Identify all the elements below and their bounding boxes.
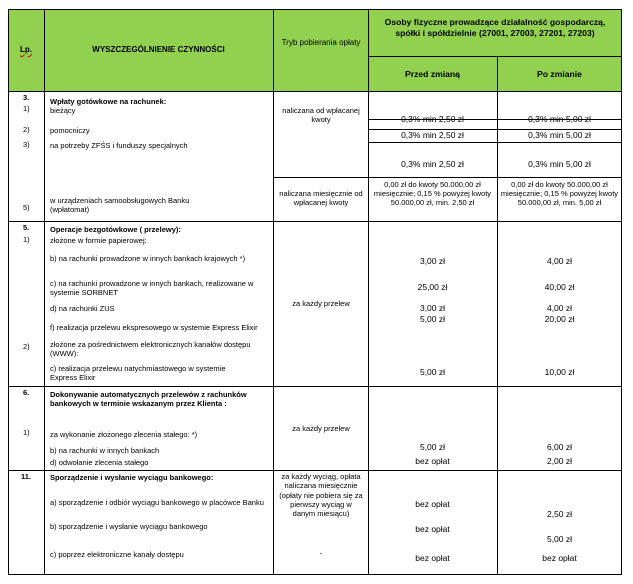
s11-number: 11. xyxy=(21,472,32,481)
s3-row1-label: bieżący xyxy=(50,106,76,115)
s5-sub1-label: złożone w formie papierowej: xyxy=(50,236,147,245)
s3-row2-before: 0,3% min 2,50 zł xyxy=(401,130,464,140)
s5-before-b: 3,00 zł xyxy=(419,256,446,266)
s6-number: 6. xyxy=(23,388,30,397)
s6-item-d: d) odwołanie zlecenia stałego xyxy=(50,458,149,467)
s5-after-d: 4,00 zł xyxy=(546,303,573,313)
s3-title: Wpłaty gotówkowe na rachunek: xyxy=(50,97,167,106)
s5-before-c2: 5,00 zł xyxy=(419,367,446,377)
s11-after-b: 5,00 zł xyxy=(546,534,573,544)
header-title: WYSZCZEGÓLNIENIE CZYNNOŚCI xyxy=(92,45,225,54)
s11-before-a: bez opłat xyxy=(415,499,450,509)
s5-sub2-num: 2) xyxy=(23,342,30,351)
header-before: Przed zmianą xyxy=(405,69,460,79)
s3-row5-label: w urządzeniach samoobsługowych Banku (wpłatomat) xyxy=(50,196,190,214)
s3-row1-after: 0,3% min 5,00 zł xyxy=(528,114,591,124)
s5-before-d: 3,00 zł xyxy=(419,303,446,313)
s5-after-f: 20,00 zł xyxy=(544,314,575,324)
s6-before-d: bez opłat xyxy=(415,456,450,466)
fee-table xyxy=(8,9,622,575)
s3-row3-label: na potrzeby ZFŚS i funduszy specjalnych xyxy=(50,141,188,150)
s11-mode-dash: - xyxy=(319,549,323,558)
s3-row1-num: 1) xyxy=(23,104,30,113)
s3-row5-after: 0,00 zł do kwoty 50.000,00 zł miesięcznie; 0,15 % powyżej kwoty 50.000,00 zł, min. 5,00 zł xyxy=(500,180,619,207)
s5-after-c: 40,00 zł xyxy=(544,282,575,292)
header-lp: Lp. xyxy=(20,45,32,54)
s6-mode: za każdy przelew xyxy=(292,424,350,433)
s6-title: Dokonywanie automatycznych przelewów z rachunków bankowych w terminie wskazanym przez Klienta : xyxy=(50,390,247,408)
s5-item-b: b) na rachunki prowadzone w innych bankach krajowych *) xyxy=(50,254,246,263)
s11-mode: za każdy wyciąg, opłata naliczana miesięcznie (opłaty nie pobiera się za pierwszy wyciąg w danym miesiącu) xyxy=(279,472,363,519)
s11-title: Sporządzenie i wysłanie wyciągu bankowego: xyxy=(50,473,214,482)
s3-row2-label: pomocniczy xyxy=(50,126,90,135)
s3-row3-before: 0,3% min 2,50 zł xyxy=(401,159,464,169)
s5-mode: za każdy przelew xyxy=(292,299,350,308)
s11-item-b: b) sporządzenie i wysłanie wyciągu bankowego xyxy=(50,522,208,531)
s6-after-d: 2,00 zł xyxy=(546,456,573,466)
s3-row3-num: 3) xyxy=(23,140,30,149)
header-group: Osoby fizyczne prowadzące działalność gospodarczą, spółki i spółdzielnie (27001, 27003, 27201, 27203) xyxy=(384,17,606,38)
s5-before-f: 5,00 zł xyxy=(419,314,446,324)
s3-mode-2: naliczana miesięcznie od wpłacanej kwoty xyxy=(279,189,363,207)
s11-before-b: bez opłat xyxy=(415,524,450,534)
s5-item-d: d) na rachunki ZUS xyxy=(50,304,115,313)
s3-row5-num: 5) xyxy=(23,203,30,212)
s5-title: Operacje bezgotówkowe ( przelewy): xyxy=(50,225,181,234)
s11-item-c: c) poprzez elektroniczne kanały dostępu xyxy=(50,550,184,559)
s11-after-c: bez opłat xyxy=(542,553,577,563)
s6-sub1-label: za wykonanie złożonego zlecenia stałego: *) xyxy=(50,430,198,439)
s11-item-a: a) sporządzenie i odbiór wyciągu bankowego w placówce Banku xyxy=(50,498,264,507)
s5-before-c: 25,00 zł xyxy=(417,282,448,292)
s3-row2-after: 0,3% min 5,00 zł xyxy=(528,130,591,140)
header-after: Po zmianie xyxy=(537,69,582,79)
s5-sub1-num: 1) xyxy=(23,235,30,244)
s5-after-c2: 10,00 zł xyxy=(544,367,575,377)
s5-after-b: 4,00 zł xyxy=(546,256,573,266)
s5-item-c: c) na rachunki prowadzone w innych bankach, realizowane w systemie SORBNET xyxy=(50,279,254,297)
s5-sub2-label: złożone za pośrednictwem elektronicznych kanałów dostępu (WWW): xyxy=(50,340,251,358)
s5-number: 5. xyxy=(23,223,30,232)
s6-item-b: b) na rachunki w innych bankach xyxy=(50,446,160,455)
s6-before-b: 5,00 zł xyxy=(419,442,446,452)
s5-item-c2: c) realizacja przelewu natychmiastowego w systemie Express Elixir xyxy=(50,364,226,382)
s3-row5-before: 0,00 zł do kwoty 50.000,00 zł miesięcznie; 0,15 % powyżej kwoty 50.000,00 zł, min. 2,50 zł xyxy=(373,180,492,207)
s3-number: 3. xyxy=(23,93,30,102)
s3-row3-after: 0,3% min 5,00 zł xyxy=(528,159,591,169)
header-bg-mode xyxy=(273,9,368,91)
header-mode: Tryb pobierania opłaty xyxy=(281,38,361,47)
s5-item-f: f) realizacja przelewu ekspresowego w systemie Express Elixir xyxy=(50,323,258,332)
s11-before-c: bez opłat xyxy=(415,553,450,563)
s3-row2-num: 2) xyxy=(23,125,30,134)
s6-after-b: 6,00 zł xyxy=(546,442,573,452)
s3-row1-before: 0,3% min 2,50 zł xyxy=(401,114,464,124)
s11-after-a: 2,50 zł xyxy=(546,509,573,519)
s6-sub1-num: 1) xyxy=(23,428,30,437)
s3-mode-1: naliczana od wpłacanej kwoty xyxy=(282,106,360,124)
